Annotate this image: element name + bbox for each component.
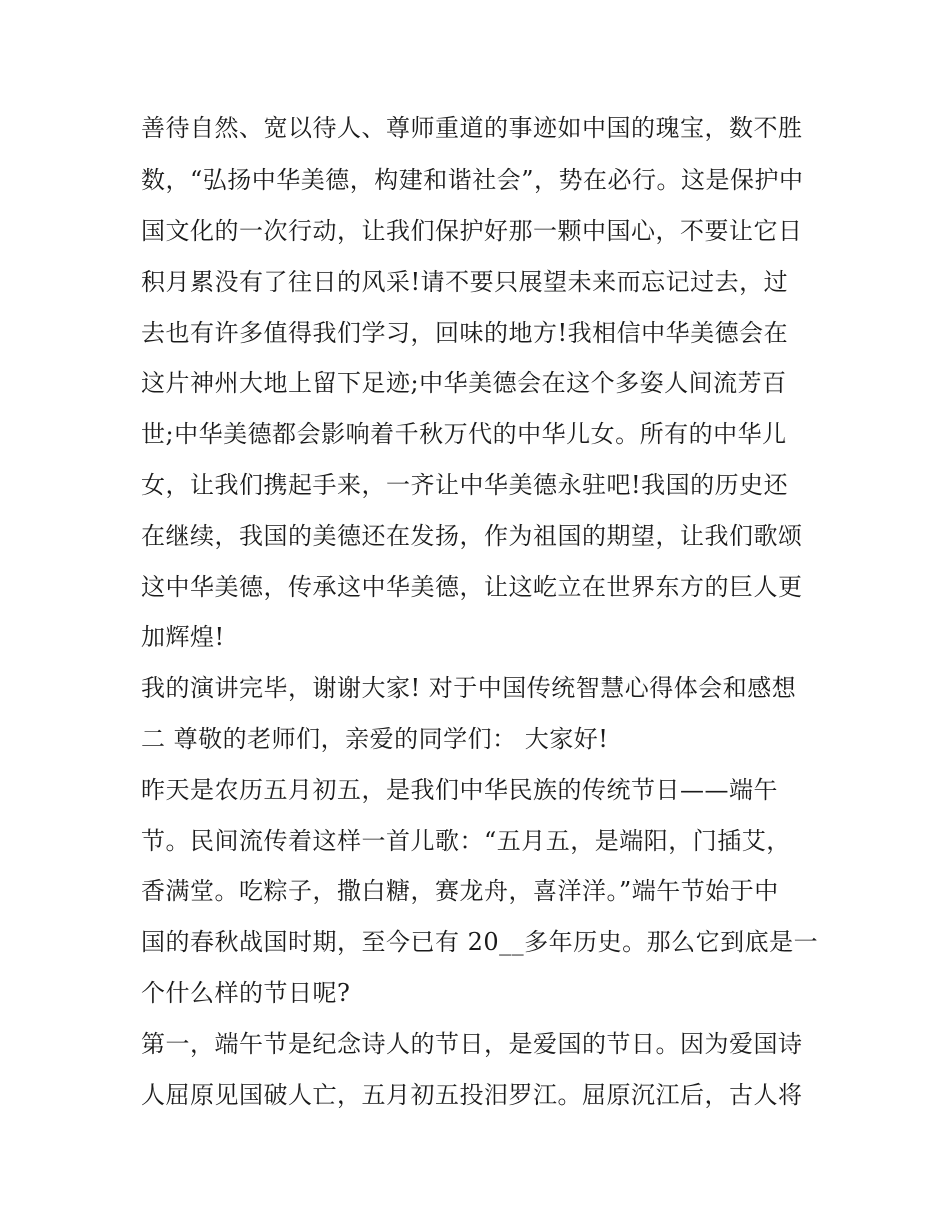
text-line: 国的春秋战国时期，至今已有 20__多年历史。那么它到底是一 (141, 928, 819, 956)
text-line: 第一，端午节是纪念诗人的节日，是爱国的节日。因为爱国诗 (141, 1030, 803, 1058)
text-line: 国文化的一次行动，让我们保护好那一颗中国心，不要让它日 (141, 217, 803, 245)
text-line: 这中华美德，传承这中华美德，让这屹立在世界东方的巨人更 (141, 573, 803, 601)
text-line: 个什么样的节日呢? (141, 979, 351, 1007)
text-line: 世;中华美德都会影响着千秋万代的中华儿女。所有的中华儿 (141, 420, 787, 448)
text-line: 女，让我们携起手来，一齐让中华美德永驻吧!我国的历史还 (141, 471, 789, 499)
text-line: 香满堂。吃粽子，撒白糖，赛龙舟，喜洋洋。”端午节始于中 (141, 877, 779, 905)
text-line: 加辉煌! (141, 623, 225, 651)
text-line: 节。民间流传着这样一首儿歌：“五月五，是端阳，门插艾， (141, 827, 791, 855)
text-line: 积月累没有了往日的风采!请不要只展望未来而忘记过去，过 (141, 268, 789, 296)
text-line: 人屈原见国破人亡，五月初五投汨罗江。屈原沉江后，古人将 (141, 1081, 803, 1109)
text-line: 在继续，我国的美德还在发扬，作为祖国的期望，让我们歌颂 (141, 522, 803, 550)
text-line: 数，“弘扬中华美德，构建和谐社会”，势在必行。这是保护中 (141, 166, 804, 194)
text-line: 昨天是农历五月初五，是我们中华民族的传统节日——端午 (141, 776, 778, 804)
text-line: 我的演讲完毕，谢谢大家! 对于中国传统智慧心得体会和感想 (141, 674, 797, 702)
text-line: 善待自然、宽以待人、尊师重道的事迹如中国的瑰宝，数不胜 (141, 114, 803, 142)
text-line: 二 尊敬的老师们，亲爱的同学们： 大家好! (141, 725, 609, 753)
text-line: 去也有许多值得我们学习，回味的地方!我相信中华美德会在 (141, 319, 789, 347)
text-line: 这片神州大地上留下足迹;中华美德会在这个多姿人间流芳百 (141, 369, 787, 397)
